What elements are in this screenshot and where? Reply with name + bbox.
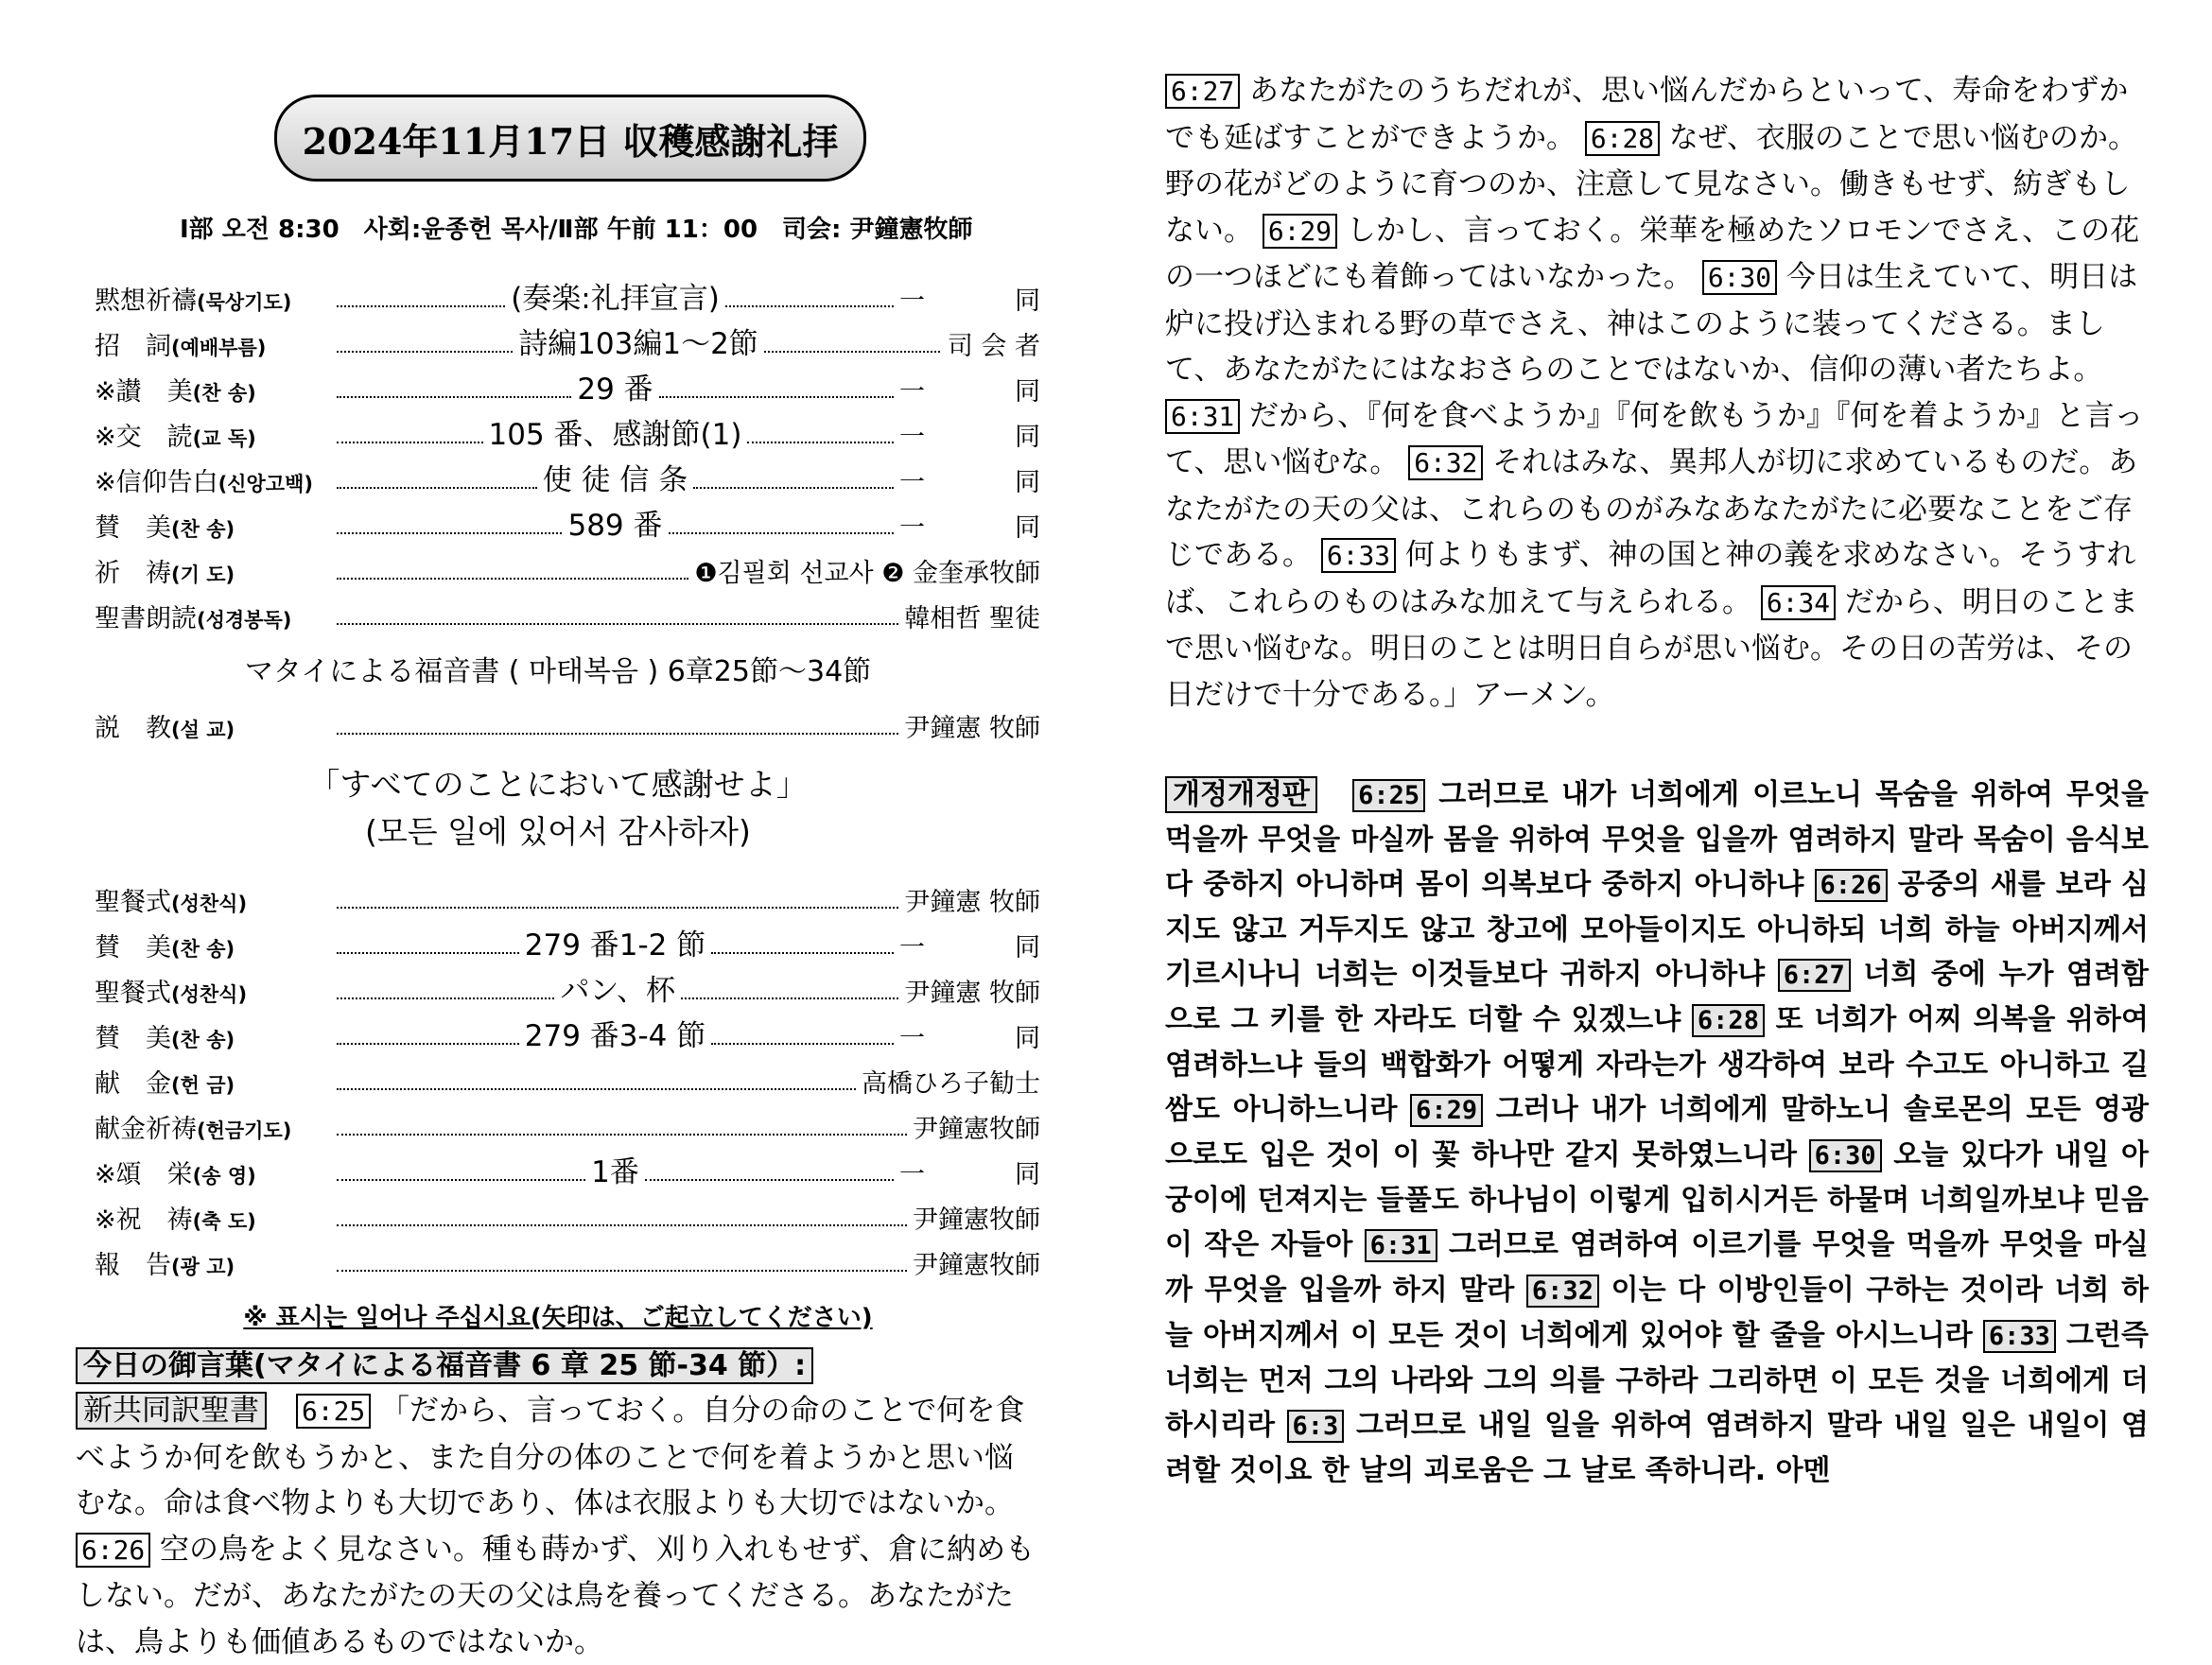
verse-text: 그러므로 염려하여 이르기를 무엇을 먹을까 무엇을 마실까 무엇을 입을까 하지 말라 bbox=[1165, 1228, 2149, 1307]
order-row: 献金祈祷(헌금기도) 尹鐘憲牧師 bbox=[95, 1115, 1040, 1144]
verse-ref: 6:29 bbox=[1263, 214, 1337, 249]
verse-ref: 6:33 bbox=[1983, 1320, 2056, 1353]
order-row: 賛 美(찬 송) 279 番3-4 節 一 同 bbox=[95, 1019, 1073, 1053]
order-row-sermon: 説 教(설 교) 尹鐘憲 牧師 bbox=[95, 714, 1040, 743]
todays-word-heading: 今日の御言葉(マタイによる福音書 6 章 25 節-34 節）: bbox=[76, 1344, 1040, 1388]
verse-text: 何よりもまず、神の国と神の義を求めなさい。そうすれば、これらのものはみな加えて与えられる。 bbox=[1165, 538, 2136, 619]
order-row: 聖書朗読(성경봉독) 韓相哲 聖徒 bbox=[95, 604, 1040, 633]
verse-text: 또 너희가 어찌 의복을 위하여 염려하느냐 들의 백합화가 어떻게 자라는가 생각하여 보라 수고도 아니하고 길쌈도 아니하느니라 bbox=[1165, 1003, 2149, 1126]
verse-text: なぜ、衣服のことで思い悩むのか。野の花がどのように育つのか、注意して見なさい。働きもせず、紡ぎもしない。 bbox=[1165, 120, 2137, 248]
order-row: 祈 祷(기 도) ❶김필회 선교사 ❷ 金奎承牧師 bbox=[95, 559, 1040, 588]
verse-text: 이는 다 이방인들이 구하는 것이라 너희 하늘 아버지께서 이 모든 것이 너희에게 있어야 할 줄을 아시느니라 bbox=[1165, 1274, 2150, 1352]
order-row: 献 金(헌 금) 高橋ひろ子勧士 bbox=[95, 1069, 1040, 1099]
sermon-title bbox=[76, 761, 1040, 856]
verse-text: 今日は生えていて、明日は炉に投げ込まれる野の草でさえ、神はこのように装ってくださる。まして、あなたがたにはなおさらのことではないか、信仰の薄い者たちよ。 bbox=[1165, 260, 2138, 387]
verse-ref: 6:26 bbox=[1815, 869, 1888, 902]
verse-text: あなたがたのうちだれが、思い悩んだからといって、寿命をわずかでも延ばすことができようか。 bbox=[1165, 74, 2129, 155]
verse-ref: 6:31 bbox=[1165, 399, 1240, 434]
verse-ref: 6:30 bbox=[1809, 1139, 1882, 1172]
stand-note: ※ 표시는 일어나 주십시요(矢印は、ご起立してください) bbox=[243, 1304, 873, 1332]
kr-scripture bbox=[1165, 772, 2149, 1493]
order-row: ※頌 栄(송 영) 1番 一 同 bbox=[95, 1155, 1073, 1189]
verse-ref: 6:25 bbox=[1352, 779, 1425, 812]
verse-ref: 6:32 bbox=[1526, 1275, 1599, 1308]
verse-text: だから、『何を食べようか』『何を飲もうか』『何を着ようか』と言って、思い悩むな。 bbox=[1165, 398, 2144, 479]
order-row: 聖餐式(성찬식) 尹鐘憲 牧師 bbox=[95, 888, 1040, 917]
verse-ref: 6:27 bbox=[1165, 74, 1240, 109]
order-row: 黙想祈禱(묵상기도) (奏楽:礼拝宣言) 一 同 bbox=[95, 282, 1073, 316]
service-title: 2024年11月17日 収穫感謝礼拝 bbox=[274, 95, 866, 182]
verse-text: それはみな、異邦人が切に求めているものだ。あなたがたの天の父は、これらのものがみなあなたがたに必要なことをご存じである。 bbox=[1165, 445, 2138, 572]
verse-text: 그러므로 내일 일을 위하여 염려하지 말라 내일 일은 내일이 염려할 것이요 한 날의 괴로움은 그 날로 족하니라. 아멘 bbox=[1165, 1409, 2149, 1487]
service-times: Ⅰ部 오전 8:30 사회:윤종헌 목사/Ⅱ部 午前 11：00 司会: 尹鐘憲牧師 bbox=[180, 216, 973, 244]
verse-text: だから、明日のことまで思い悩むな。明日のことは明日自らが思い悩む。その日の苦労は、その日だけで十分である。」アーメン。 bbox=[1165, 584, 2138, 712]
verse-ref: 6:30 bbox=[1702, 260, 1777, 295]
verse-text: 그러나 내가 너희에게 말하노니 솔로몬의 모든 영광으로도 입은 것이 이 꽃 하나만 같지 못하였느니라 bbox=[1165, 1093, 2149, 1171]
verse-text: 空の鳥をよく見なさい。種も蒔かず、刈り入れもせず、倉に納めもしない。だが、あなたがたの天の父は鳥を養ってくださる。あなたがたは、鳥よりも価値あるものではないか。 bbox=[76, 1532, 1036, 1659]
verse-ref: 6:3 bbox=[1287, 1410, 1345, 1443]
order-row: ※信仰告白(신앙고백) 使 徒 信 条 一 同 bbox=[95, 463, 1072, 497]
order-row: 報 告(광 고) 尹鐘憲牧師 bbox=[95, 1251, 1040, 1280]
jp-scripture-right bbox=[1165, 68, 2149, 718]
verse-ref: 6:29 bbox=[1410, 1094, 1483, 1127]
order-row: 聖餐式(성찬식) パン、杯 尹鐘憲 牧師 bbox=[95, 974, 1040, 1008]
verse-ref: 6:32 bbox=[1408, 445, 1483, 480]
verse-text: 「だから、言っておく。自分の命のことで何を食べようか何を飲もうかと、また自分の体のことで何を着ようかと思い悩むな。命は食べ物よりも大切であり、体は衣服よりも大切ではないか。 bbox=[76, 1394, 1025, 1520]
verse-ref: 6:33 bbox=[1321, 538, 1396, 573]
verse-ref: 6:31 bbox=[1365, 1229, 1437, 1262]
sermon-title-jp: 「すべてのことにおいて感謝せよ」 bbox=[308, 766, 808, 803]
order-row: 賛 美(찬 송) 589 番 一 同 bbox=[95, 509, 1072, 543]
sermon-title-kr: (모든 일에 있어서 감사하자) bbox=[365, 813, 751, 850]
left-page bbox=[76, 95, 1073, 1665]
verse-text: 그러므로 내가 너희에게 이르노니 목숨을 위하여 무엇을 먹을까 무엇을 마실까 몸을 위하여 무엇을 입을까 염려하지 말라 목숨이 음식보다 중하지 아니하며 몸이 의복보다 중하지 아니하냐 bbox=[1165, 778, 2149, 901]
order-row: 賛 美(찬 송) 279 番1-2 節 一 同 bbox=[95, 928, 1073, 963]
jp-version-label: 新共同訳聖書 bbox=[76, 1392, 267, 1430]
order-of-worship bbox=[76, 271, 1073, 634]
jp-scripture-left bbox=[76, 1388, 1040, 1665]
right-page bbox=[1165, 68, 2149, 1493]
order-row: 招 詞(예배부름) 詩編103編1〜2節 司 会 者 bbox=[95, 327, 1040, 361]
order-row: ※讃 美(찬 송) 29 番 一 同 bbox=[95, 373, 1072, 407]
verse-text: しかし、言っておく。栄華を極めたソロモンでさえ、この花の一つほどにも着飾ってはいなかった。 bbox=[1165, 213, 2140, 294]
verse-ref: 6:28 bbox=[1585, 121, 1660, 156]
order-row: ※交 読(교 독) 105 番、感謝節(1) 一 同 bbox=[95, 418, 1072, 452]
order-row: ※祝 祷(축 도) 尹鐘憲牧師 bbox=[95, 1205, 1040, 1235]
verse-ref: 6:26 bbox=[76, 1533, 150, 1568]
verse-text: 너희 중에 누가 염려함으로 그 키를 한 자라도 더할 수 있겠느냐 bbox=[1165, 958, 2150, 1036]
verse-ref: 6:25 bbox=[296, 1394, 371, 1429]
verse-ref: 6:34 bbox=[1761, 585, 1836, 620]
order-of-worship-2 bbox=[76, 873, 1073, 1281]
kr-version-label: 개정개정판 bbox=[1165, 776, 1317, 813]
scripture-title: マタイによる福音書 ( 마태복음 ) 6章25節〜34節 bbox=[244, 655, 872, 688]
verse-text: 오늘 있다가 내일 아궁이에 던져지는 들풀도 하나님이 이렇게 입히시거든 하물며 너희일까보냐 믿음이 작은 자들아 bbox=[1165, 1138, 2149, 1261]
verse-ref: 6:27 bbox=[1778, 959, 1851, 992]
verse-ref: 6:28 bbox=[1692, 1004, 1765, 1037]
verse-text: 그런즉 너희는 먼저 그의 나라와 그의 의를 구하라 그리하면 이 모든 것을 너희에게 더하시리라 bbox=[1165, 1319, 2149, 1442]
verse-text: 공중의 새를 보라 심지도 않고 거두지도 않고 창고에 모아들이지도 아니하되 너희 하늘 아버지께서 기르시나니 너희는 이것들보다 귀하지 아니하냐 bbox=[1165, 868, 2149, 991]
